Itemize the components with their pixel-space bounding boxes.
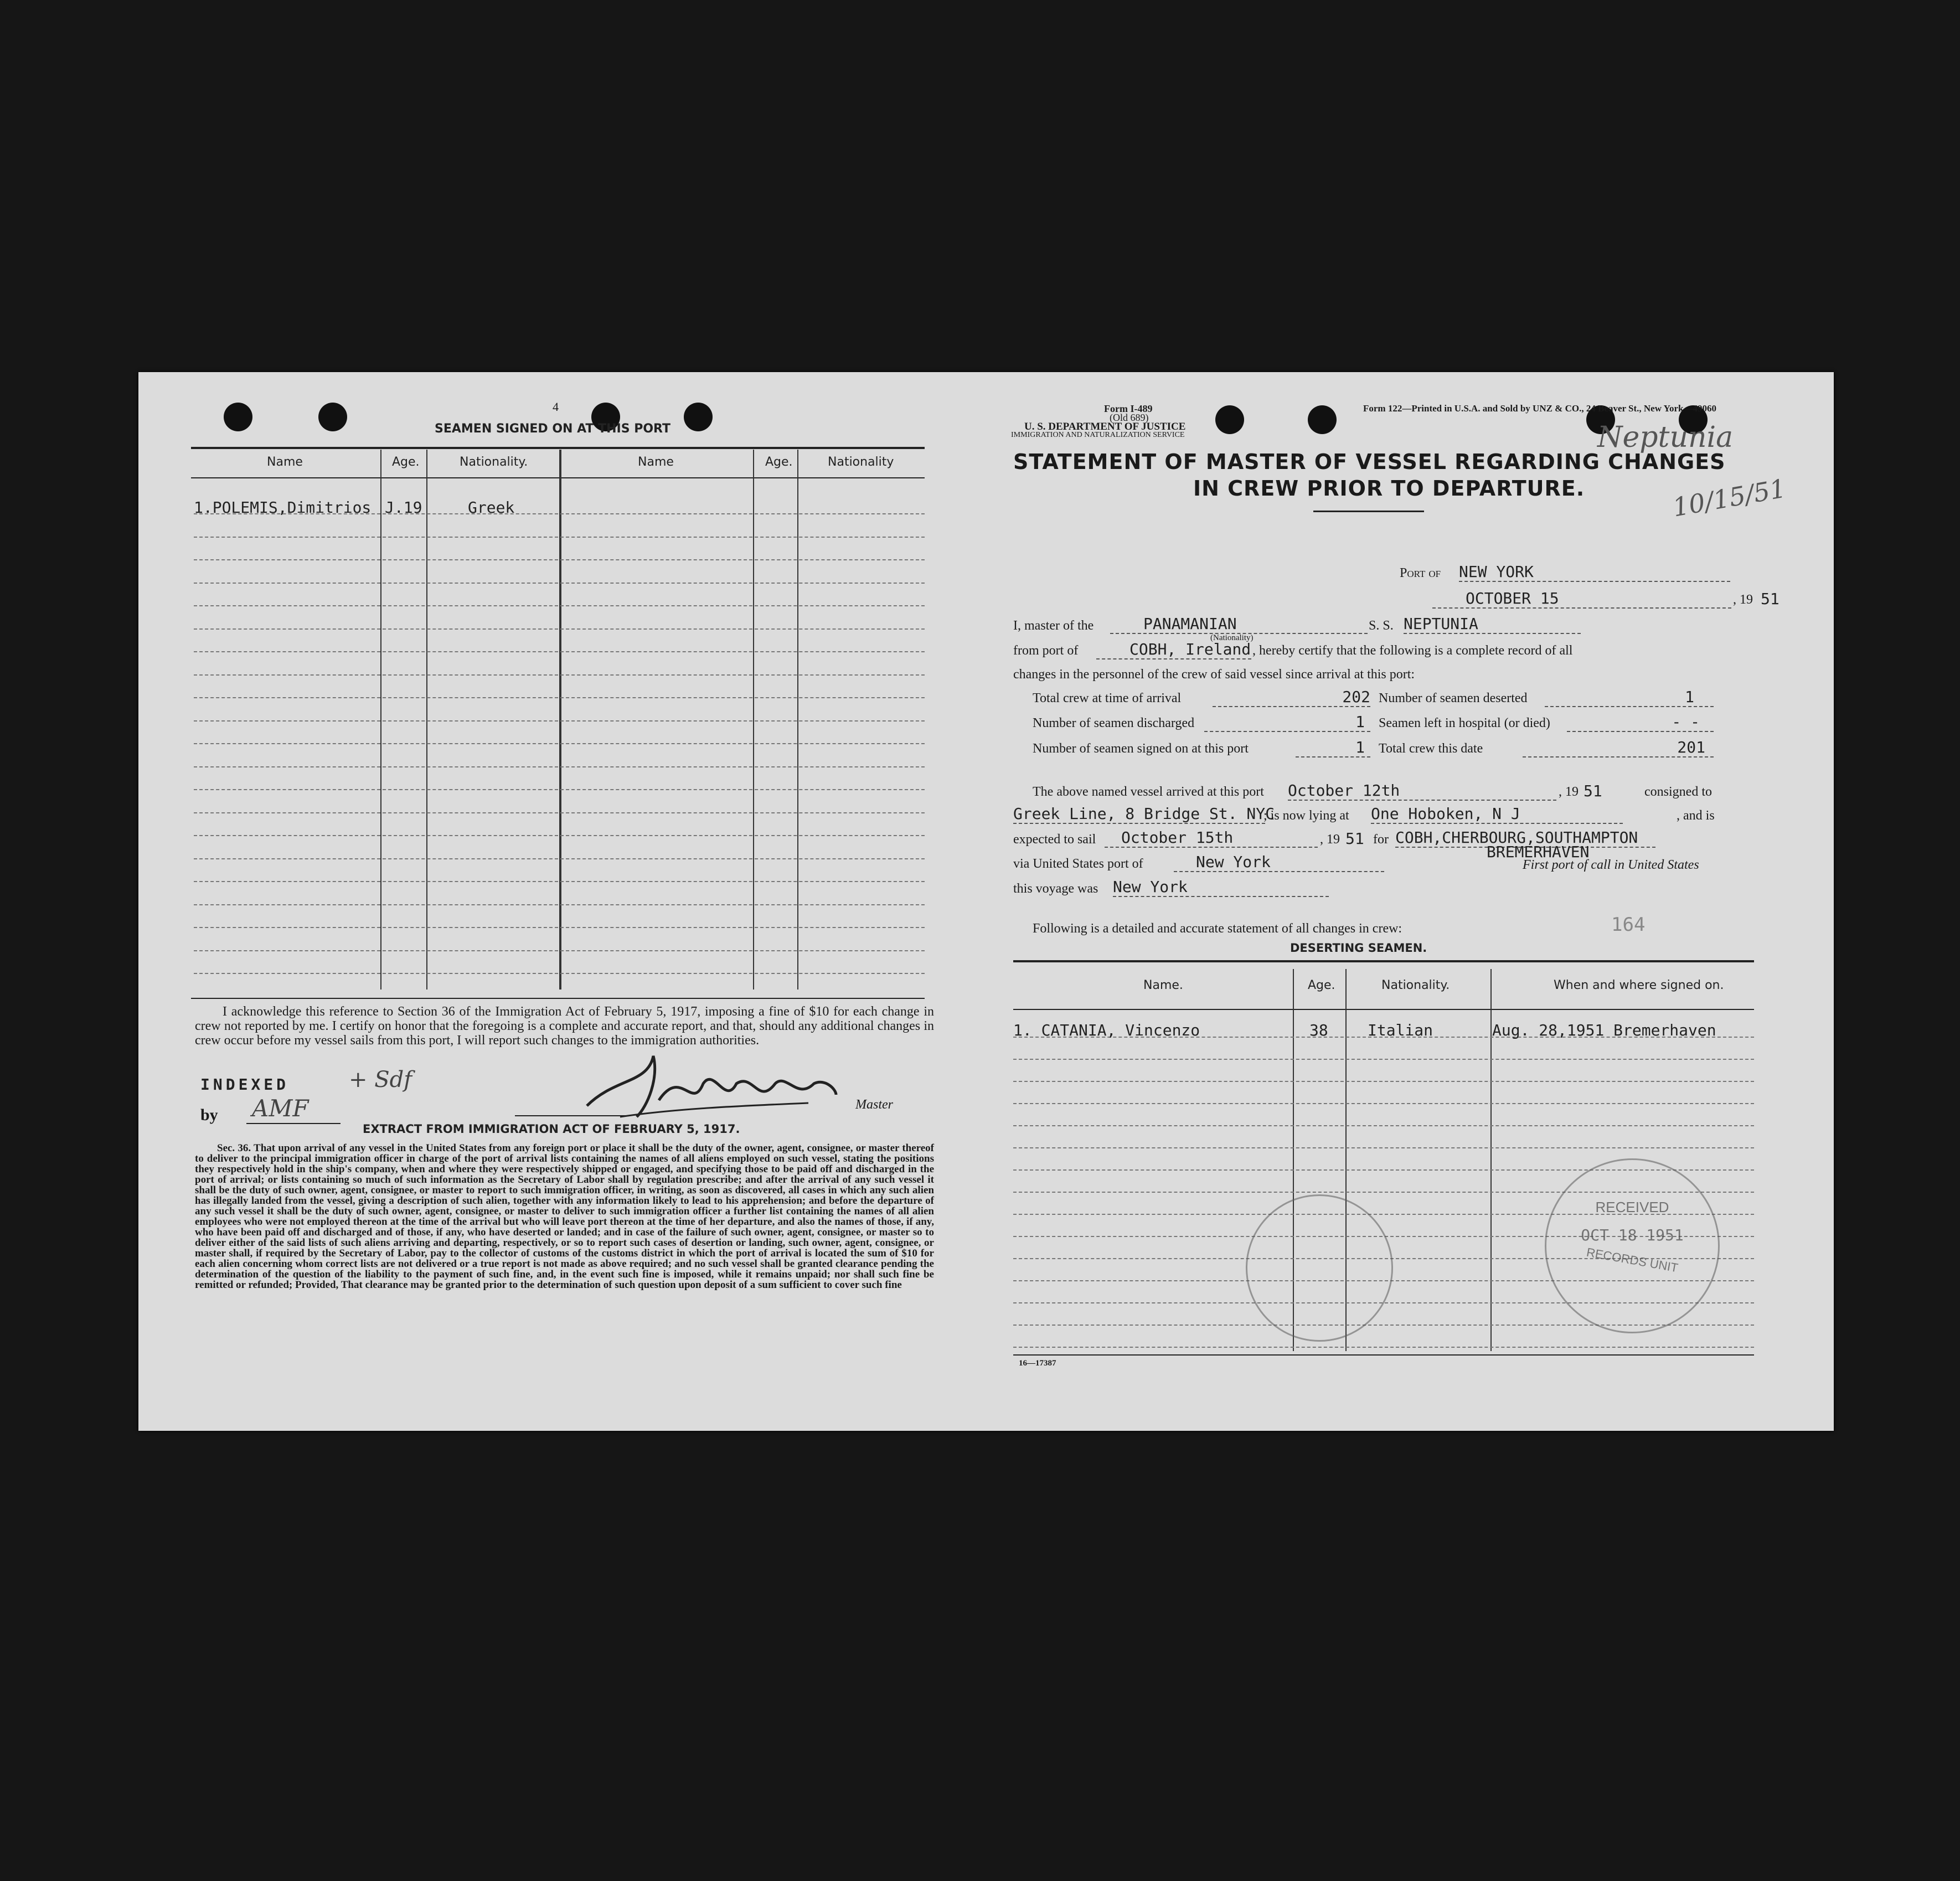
- consignee-value: Greek Line, 8 Bridge St. NYC: [1013, 805, 1275, 823]
- column-divider: [559, 450, 561, 990]
- via-value: New York: [1174, 853, 1384, 872]
- handwritten-vessel: Neptunia: [1597, 421, 1734, 454]
- year-prefix: , 19: [1733, 592, 1753, 607]
- year-value: 51: [1584, 782, 1602, 800]
- stat-value: 1: [1545, 688, 1714, 707]
- port-field: [1459, 563, 1730, 582]
- form-number: Form I-489: [1104, 403, 1153, 414]
- ruled-line: [1013, 1147, 1754, 1148]
- table-top-rule: [1013, 960, 1754, 962]
- stat-label: Number of seamen signed on at this port: [1033, 741, 1249, 756]
- stat-value: 202: [1213, 688, 1370, 707]
- ruled-line: [194, 904, 925, 905]
- column-divider: [380, 450, 381, 990]
- port-value: NEW YORK: [1459, 563, 1730, 582]
- ruled-line: [194, 720, 925, 722]
- via-label: via United States port of: [1013, 857, 1143, 871]
- section-title: SEAMEN SIGNED ON AT THIS PORT: [435, 422, 670, 436]
- certify-text: , hereby certify that the following is a complete record of all: [1252, 643, 1573, 658]
- indexed-stamp: INDEXED: [200, 1075, 290, 1094]
- ruled-line: [194, 628, 925, 630]
- voyage-label: this voyage was: [1013, 882, 1098, 896]
- col-header: Age.: [392, 455, 420, 469]
- lying-field: [1371, 805, 1623, 824]
- stat-value: - -: [1567, 713, 1714, 732]
- col-header: Name.: [1143, 978, 1183, 992]
- seaman-name: 1.POLEMIS,Dimitrios: [194, 498, 372, 517]
- form-old: (Old 689): [1110, 412, 1149, 423]
- indexed-note: + Sdf: [349, 1067, 412, 1092]
- ruled-line: [194, 766, 925, 767]
- ruled-line: [194, 651, 925, 652]
- col-header: When and where signed on.: [1554, 978, 1724, 992]
- stat-label: Seamen left in hospital (or died): [1379, 716, 1550, 730]
- punch-hole-icon: [1308, 405, 1337, 434]
- header-rule: [191, 477, 925, 478]
- ruled-line: [194, 973, 925, 974]
- ruled-line: [194, 605, 925, 606]
- port-label: Port of: [1400, 566, 1441, 580]
- year-prefix: , 19: [1559, 785, 1579, 799]
- and-is-label: , and is: [1677, 808, 1715, 823]
- table-bottom-rule: [1013, 1354, 1754, 1356]
- arrived-label: The above named vessel arrived at this port: [1033, 785, 1264, 799]
- col-header: Name: [267, 455, 303, 469]
- ruled-line: [1013, 1103, 1754, 1104]
- ruled-line: [194, 858, 925, 859]
- ruled-line: [194, 835, 925, 836]
- ruled-line: [194, 881, 925, 882]
- stat-field: [1523, 738, 1714, 757]
- ruled-line: [194, 812, 925, 813]
- consigned-label: consigned to: [1644, 785, 1712, 799]
- deserter-signed-on: Aug. 28,1951 Bremerhaven: [1492, 1021, 1716, 1039]
- form-title-line2: IN CREW PRIOR TO DEPARTURE.: [1193, 476, 1585, 501]
- col-header: Nationality: [828, 455, 894, 469]
- department: U. S. DEPARTMENT OF JUSTICE: [1024, 421, 1186, 432]
- right-page: [991, 372, 1834, 1431]
- from-port-value: COBH, Ireland: [1096, 640, 1251, 659]
- ruled-line: [1013, 1059, 1754, 1060]
- by-underline: [246, 1123, 341, 1124]
- year-value: 51: [1345, 829, 1364, 848]
- arrived-field: [1288, 781, 1556, 801]
- by-initials: AMF: [252, 1095, 309, 1122]
- stamp-received: RECEIVED: [1595, 1199, 1669, 1215]
- master-label: Master: [855, 1097, 893, 1112]
- expected-field: [1105, 828, 1318, 848]
- ruled-line: [194, 950, 925, 951]
- service: IMMIGRATION AND NATURALIZATION SERVICE: [1011, 431, 1185, 439]
- acknowledgment-text: I acknowledge this reference to Section 36 of the Immigration Act of February 5, 1917, imposing a fine of $10 for each change in crew not reported by me. I certify on honor that the foregoing is a complete and accurate report, and that, should any additional changes in crew occur before my vessel sails from this port, I will report such changes to the immigration authorities.: [195, 1004, 934, 1048]
- vessel-field: [1404, 615, 1581, 634]
- year-value: 51: [1761, 590, 1780, 608]
- deserter-age: 38: [1309, 1021, 1328, 1039]
- col-header: Nationality.: [460, 455, 528, 469]
- footer-code: 16—17387: [1019, 1359, 1056, 1368]
- ss-label: S. S.: [1369, 619, 1394, 633]
- seaman-age: J.19: [385, 498, 422, 517]
- expected-value: October 15th: [1105, 828, 1318, 848]
- ruled-line: [194, 674, 925, 676]
- ruled-line: [1013, 1081, 1754, 1082]
- nationality-field: [1110, 615, 1368, 634]
- signature-line: [515, 1115, 626, 1116]
- handwritten-date: 10/15/51: [1670, 473, 1788, 523]
- ruled-line: [194, 559, 925, 560]
- following-label: Following is a detailed and accurate statement of all changes in crew:: [1033, 921, 1402, 936]
- stat-label: Total crew at time of arrival: [1033, 691, 1182, 705]
- left-page: [138, 372, 969, 1431]
- stat-label: Number of seamen deserted: [1379, 691, 1528, 705]
- table-top-rule: [191, 447, 925, 449]
- ruled-line: [194, 789, 925, 790]
- table-bottom-rule: [191, 998, 925, 999]
- lying-value: One Hoboken, N J: [1371, 805, 1623, 824]
- ruled-line: [194, 583, 925, 584]
- punch-hole-icon: [1215, 405, 1244, 434]
- ruled-line: [194, 697, 925, 698]
- printer-note: Form 122—Printed in U.S.A. and Sold by UNZ & CO., 24 Beaver St., New York—49060: [1363, 403, 1716, 414]
- stat-value: 1: [1296, 738, 1370, 757]
- stat-field: [1296, 738, 1370, 757]
- seaman-nationality: Greek: [468, 498, 515, 517]
- date-value: OCTOBER 15: [1432, 589, 1731, 609]
- ruled-line: [194, 743, 925, 744]
- ruled-line: [1013, 1125, 1754, 1126]
- punch-hole-icon: [224, 403, 252, 431]
- stat-field: [1204, 713, 1370, 732]
- stat-field: [1545, 688, 1714, 707]
- master-of-label: I, master of the: [1013, 619, 1094, 633]
- stamp-unit: RECORDS UNIT: [1585, 1245, 1679, 1275]
- deserter-nationality: Italian: [1368, 1021, 1433, 1039]
- extract-title: EXTRACT FROM IMMIGRATION ACT OF FEBRUARY 5, 1917.: [363, 1122, 740, 1136]
- ruled-line: [194, 927, 925, 928]
- from-port-field: [1096, 640, 1251, 659]
- col-header: Age.: [1308, 978, 1335, 992]
- punch-hole-icon: [318, 403, 347, 431]
- column-divider: [797, 450, 798, 990]
- deserter-name: 1. CATANIA, Vincenzo: [1013, 1021, 1200, 1039]
- page-number: 4: [553, 400, 559, 414]
- deserting-title: DESERTING SEAMEN.: [1290, 941, 1427, 955]
- col-header: Age.: [765, 455, 793, 469]
- section-36-text: Sec. 36. That upon arrival of any vessel in the United States from any foreign port or place it shall be the duty of the owner, agent, consignee, or master thereof to deliver to the principal immigration officer in charge of the port of arrival lists containing the names of all aliens employed on such vessel, stating the positions they respectively hold in the ship's company, when and where they were respectively shipped or engaged, and specifying those to be paid off and discharged in the port of arrival; or lists containing so much of such information as the Secretary of Labor shall by regulation prescribe; and after the arrival of any such vessel it shall be the duty of such owner, agent, consignee, or master to report to such immigration officer, in writing, as soon as discovered, all cases in which any such alien has illegally landed from the vessel, giving a description of such alien, together with any information likely to lead to his apprehension; and before the departure of any such vessel it shall be the duty of such owner, agent, consignee, or master to deliver to such immigration officer a further list containing the names of all alien employees who were not employed thereon at the time of the arrival but who will leave port thereon at the time of her departure, and also the names of those, if any, who have been paid off and discharged and of those, if any, who have deserted or landed; and in case of the failure of such owner, agent, consignee, or master so to deliver either of the said lists of such aliens arriving and departing, respectively, or so to report such cases of desertion or landing, such owner, agent, consignee, or master shall, if required by the Secretary of Labor, pay to the collector of customs of the customs district in which the port of arrival is located the sum of $10 for each alien concerning whom correct lists are not delivered or a true report is not made as above required; and no such vessel shall be granted clearance pending the determination of the question of the liability to the payment of such fine, and, in the event such fine is imposed, while it remains unpaid; nor shall such fine be remitted or refunded; Provided, That clearance may be granted prior to the determination of such question upon deposit of a sum sufficient to cover such fine: [195, 1142, 934, 1291]
- consignee-field: [1013, 805, 1275, 824]
- stat-label: Total crew this date: [1379, 741, 1483, 756]
- destination-value-2: BREMERHAVEN: [1487, 843, 1590, 861]
- stamp-number: 164: [1611, 914, 1646, 936]
- from-port-label: from port of: [1013, 643, 1079, 658]
- title-underline: [1313, 511, 1424, 512]
- stat-value: 1: [1204, 713, 1370, 732]
- year-prefix: , 19: [1320, 832, 1340, 847]
- punch-hole-icon: [684, 403, 713, 431]
- arrived-value: October 12th: [1288, 781, 1556, 801]
- voyage-field: [1113, 878, 1329, 897]
- stat-label: Number of seamen discharged: [1033, 716, 1195, 730]
- destination-value: COBH,CHERBOURG,SOUTHAMPTON: [1395, 828, 1655, 848]
- date-field: [1432, 589, 1731, 609]
- column-divider: [1490, 969, 1492, 1351]
- expected-label: expected to sail: [1013, 832, 1096, 847]
- via-field: [1174, 853, 1384, 872]
- voyage-value: New York: [1113, 878, 1329, 897]
- nationality-value: PANAMANIAN: [1110, 615, 1368, 634]
- column-divider: [426, 450, 427, 990]
- for-label: for: [1373, 832, 1389, 847]
- received-stamp: [1545, 1158, 1720, 1333]
- stat-field: [1567, 713, 1714, 732]
- ruled-line: [1013, 1347, 1754, 1348]
- ruled-line: [194, 537, 925, 538]
- col-header: Nationality.: [1381, 978, 1450, 992]
- header-rule: [1013, 1009, 1754, 1010]
- vessel-value: NEPTUNIA: [1404, 615, 1581, 634]
- col-header: Name: [638, 455, 674, 469]
- nationality-caption: (Nationality): [1210, 633, 1254, 642]
- document-sheet: [138, 372, 1834, 1431]
- stamp-date: OCT 18 1951: [1581, 1226, 1684, 1244]
- lying-label: ; is now lying at: [1263, 808, 1349, 823]
- changes-text: changes in the personnel of the crew of said vessel since arrival at this port:: [1013, 667, 1415, 682]
- column-divider: [753, 450, 754, 990]
- form-title-line1: STATEMENT OF MASTER OF VESSEL REGARDING CHANGES: [1013, 450, 1726, 474]
- stat-value: 201: [1523, 738, 1714, 757]
- faint-stamp-icon: [1236, 1185, 1402, 1351]
- by-label: by: [200, 1106, 218, 1124]
- stat-field: [1213, 688, 1370, 707]
- first-port-label: First port of call in United States: [1523, 858, 1699, 872]
